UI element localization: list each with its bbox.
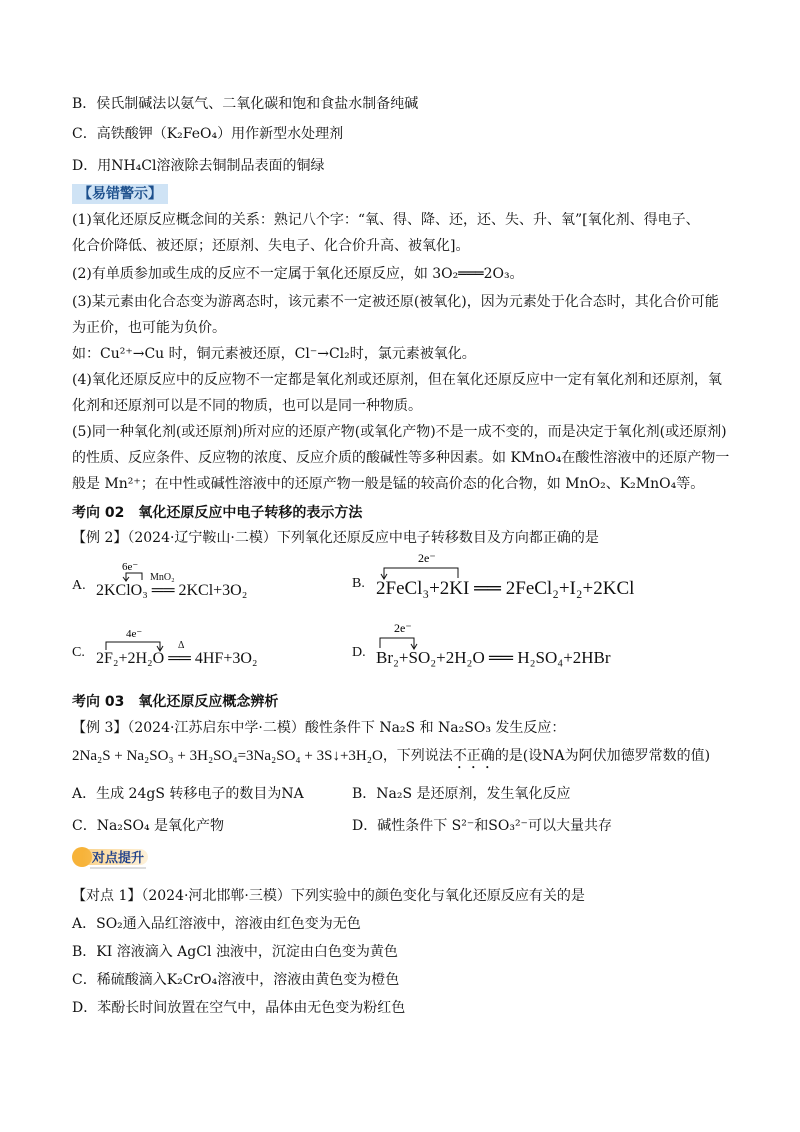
ex2-a-equation: 2KClO₃ ══ 2KCl+3O₂ (96, 582, 248, 599)
ex3-option-c: C．Na₂SO₄ 是氧化产物 (72, 818, 225, 834)
ex2-a-electron-arrow (96, 560, 256, 582)
badge-graphic (70, 846, 154, 870)
ex3-option-a: A．生成 24gS 转移电子的数目为NA (72, 786, 304, 802)
example-3-equation: 2Na₂S + Na₂SO₃ + 3H₂SO₄=3Na₂SO₄ + 3S↓+3H₂O (72, 748, 383, 764)
warning-p3c: 如：Cu²⁺→Cu 时，铜元素被还原，Cl⁻→Cl₂时，氯元素被氧化。 (72, 346, 476, 362)
warning-p1b: 化合价降低、被还原；还原剂、失电子、化合价升高、被氧化]。 (72, 238, 470, 254)
warning-p1a: (1)氧化还原反应概念间的关系：熟记八个字：“氧、得、降、还，还、失、升、氧”[氧化剂、得电子、 (72, 212, 700, 228)
practice-1-stem: 【对点 1】（2024·河北邯郸·三模）下列实验中的颜色变化与氧化还原反应有关的是 (72, 888, 585, 904)
section-02-title: 考向 02 氧化还原反应中电子转移的表示方法 (72, 505, 363, 521)
warning-p5b: 的性质、反应条件、反应物的浓度、反应介质的酸碱性等多种因素。如 KMnO₄在酸性溶液中的还原产物一 (72, 450, 730, 466)
warning-p3b: 为正价，也可能为负价。 (72, 320, 226, 336)
warning-tag: 【易错警示】 (72, 184, 168, 204)
p1-option-d: D．苯酚长时间放置在空气中，晶体由无色变为粉红色 (72, 1000, 406, 1016)
example-3-stem: 【例 3】（2024·江苏启东中学·二模）酸性条件下 Na₂S 和 Na₂SO₃ 发生反应： (72, 720, 566, 736)
option-c: C．高铁酸钾（K₂FeO₄）用作新型水处理剂 (72, 126, 344, 142)
ex3-option-d: D．碱性条件下 S²⁻和SO₃²⁻可以大量共存 (352, 818, 612, 834)
p1-option-a: A．SO₂通入品红溶液中，溶液由红色变为无色 (72, 916, 361, 932)
warning-p2: (2)有单质参加或生成的反应不一定属于氧化还原反应，如 3O₂═══2O₃。 (72, 266, 524, 282)
ex2-b-electron-arrow (372, 550, 492, 580)
ex2-a-condition: MnO₂ (150, 572, 175, 583)
option-b: B．侯氏制碱法以氨气、二氧化碳和饱和食盐水制备纯碱 (72, 96, 419, 112)
ex2-c-equation: 2F₂+2H₂O ══ 4HF+3O₂ (96, 650, 258, 667)
ex2-c-arrow-label: 4e⁻ (126, 628, 143, 640)
warning-p3a: (3)某元素由化合态变为游离态时，该元素不一定被还原(被氧化)，因为元素处于化合态时，其化合价可能 (72, 294, 719, 310)
p1-option-b: B．KI 溶液滴入 AgCl 浊液中，沉淀由白色变为黄色 (72, 944, 398, 960)
option-d: D．用NH₄Cl溶液除去铜制品表面的铜绿 (72, 158, 325, 174)
example-3-question (72, 746, 710, 772)
warning-p5c: 般是 Mn²⁺；在中性或碱性溶液中的还原产物一般是锰的较高价态的化合物，如 MnO₂、K₂MnO₄等。 (72, 476, 705, 492)
ex2-a-arrow-label: 6e⁻ (122, 561, 139, 573)
ex2-d-equation: Br₂+SO₂+2H₂O ══ H₂SO₄+2HBr (376, 648, 611, 667)
ex2-b-equation: 2FeCl₃+2KI ══ 2FeCl₂+I₂+2KCl (376, 578, 635, 599)
ex2-c-label: C. (72, 645, 85, 660)
ex2-b-label: B. (352, 576, 365, 591)
ex2-d-arrow-label: 2e⁻ (394, 621, 412, 635)
warning-p4b: 化剂和还原剂可以是不同的物质，也可以是同一种物质。 (72, 398, 422, 414)
p1-option-c: C．稀硫酸滴入K₂CrO₄溶液中，溶液由黄色变为橙色 (72, 972, 400, 988)
ex2-d-electron-arrow (372, 620, 462, 650)
ex3-option-b: B．Na₂S 是还原剂，发生氧化反应 (352, 786, 571, 802)
ex2-b-arrow-label: 2e⁻ (418, 551, 436, 565)
example-3-q-post: 的是(设NA为阿伏加德罗常数的值) (494, 748, 711, 764)
section-03-title: 考向 03 氧化还原反应概念辨析 (72, 694, 279, 710)
warning-p4a: (4)氧化还原反应中的反应物不一定都是氧化剂或还原剂，但在氧化还原反应中一定有氧化剂和还原剂，氧 (72, 372, 722, 388)
ex2-c-electron-arrow (96, 626, 216, 652)
warning-p5a: (5)同一种氧化剂(或还原剂)所对应的还原产物(或氧化产物)不是一成不变的，而是决定于氧化剂(或还原剂) (72, 424, 727, 440)
ex2-a-label: A. (72, 578, 86, 593)
example-2-stem: 【例 2】（2024·辽宁鞍山·二模）下列氧化还原反应中电子转移数目及方向都正确的是 (72, 530, 599, 546)
ex2-c-condition: Δ (178, 640, 185, 651)
practice-badge (70, 846, 154, 870)
ex2-d-label: D. (352, 645, 366, 660)
badge-text: 对点提升 (92, 851, 145, 866)
example-3-q-pre: ，下列说法 (382, 748, 453, 764)
example-3-q-emphasis: 不正确 (452, 748, 495, 764)
